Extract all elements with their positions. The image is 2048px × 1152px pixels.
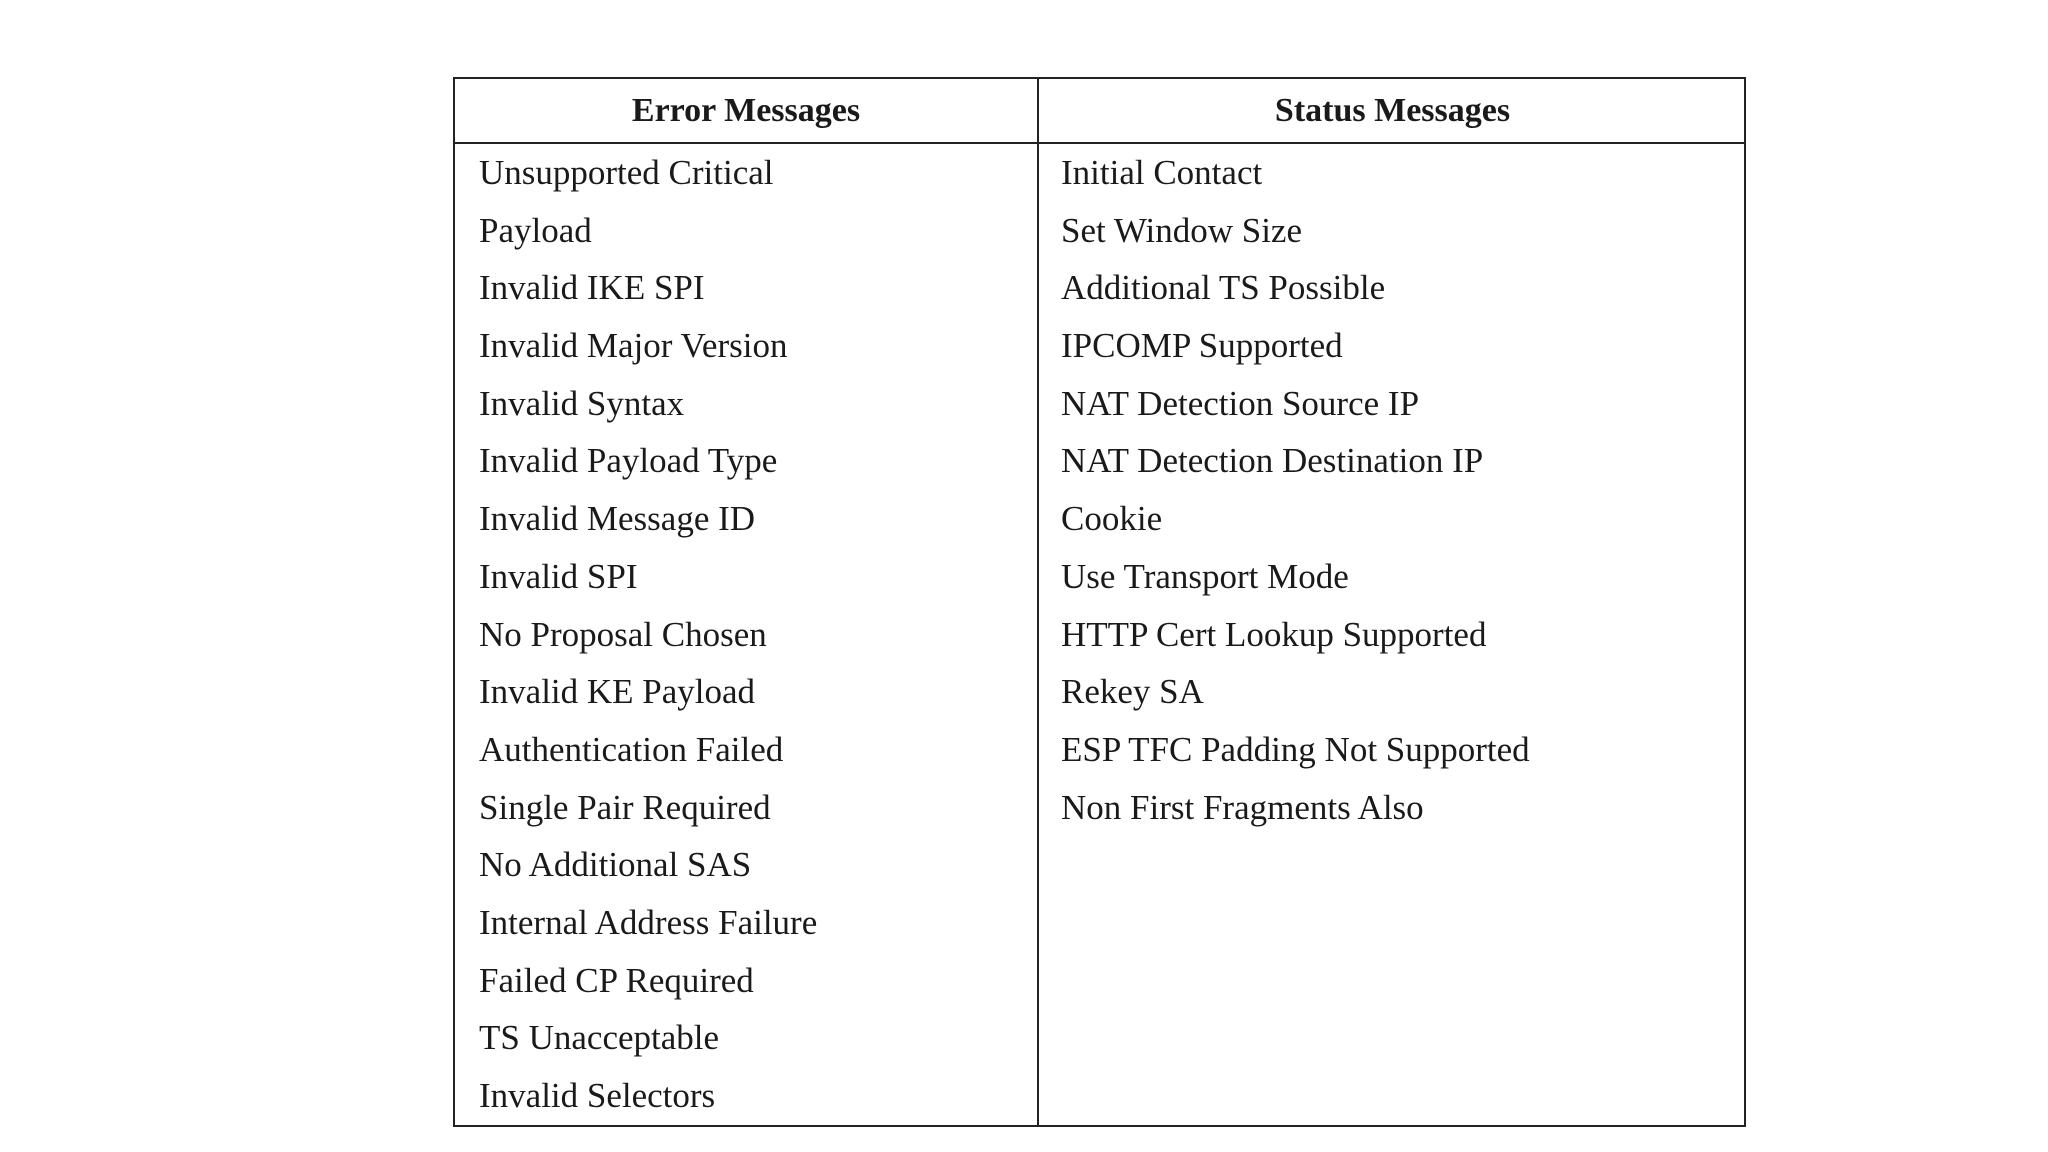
error-message-item: Invalid Payload Type <box>479 441 778 481</box>
column-divider <box>1037 79 1039 1125</box>
error-message-item: No Additional SAS <box>479 845 752 885</box>
error-message-item: TS Unacceptable <box>479 1018 720 1058</box>
error-message-item: Failed CP Required <box>479 960 754 1000</box>
status-message-item: Non First Fragments Also <box>1061 787 1424 827</box>
status-message-item: Additional TS Possible <box>1061 268 1386 308</box>
error-message-item: Authentication Failed <box>479 729 784 769</box>
error-message-item: Invalid Syntax <box>479 383 685 423</box>
error-message-item: Invalid Message ID <box>479 499 756 539</box>
messages-table <box>453 77 1746 1127</box>
status-messages-column <box>1061 151 1741 843</box>
status-message-item: NAT Detection Source IP <box>1061 383 1420 423</box>
status-message-item: Set Window Size <box>1061 210 1302 250</box>
status-message-item: Cookie <box>1061 499 1163 539</box>
status-message-item: ESP TFC Padding Not Supported <box>1061 729 1530 769</box>
error-message-item: Internal Address Failure <box>479 902 818 942</box>
status-message-item: NAT Detection Destination IP <box>1061 441 1484 481</box>
error-message-item: Invalid SPI <box>479 556 638 596</box>
status-message-item: HTTP Cert Lookup Supported <box>1061 614 1487 654</box>
status-message-item: Initial Contact <box>1061 153 1263 192</box>
error-message-item: Unsupported Critical <box>479 153 774 192</box>
error-message-item: Invalid Selectors <box>479 1076 716 1115</box>
error-message-item: Invalid IKE SPI <box>479 268 705 308</box>
error-message-item: Single Pair Required <box>479 787 771 827</box>
header-status-messages: Status Messages <box>1274 91 1511 129</box>
error-message-item: Invalid KE Payload <box>479 672 756 712</box>
status-message-item: Use Transport Mode <box>1061 556 1349 596</box>
error-message-item: Payload <box>479 210 592 250</box>
status-message-item: Rekey SA <box>1061 672 1204 712</box>
error-messages-column <box>479 151 1029 1132</box>
table-header-row <box>455 79 1744 144</box>
status-message-item: IPCOMP Supported <box>1061 326 1343 366</box>
error-message-item: Invalid Major Version <box>479 326 788 366</box>
header-error-messages: Error Messages <box>631 91 861 129</box>
error-message-item: No Proposal Chosen <box>479 614 767 654</box>
